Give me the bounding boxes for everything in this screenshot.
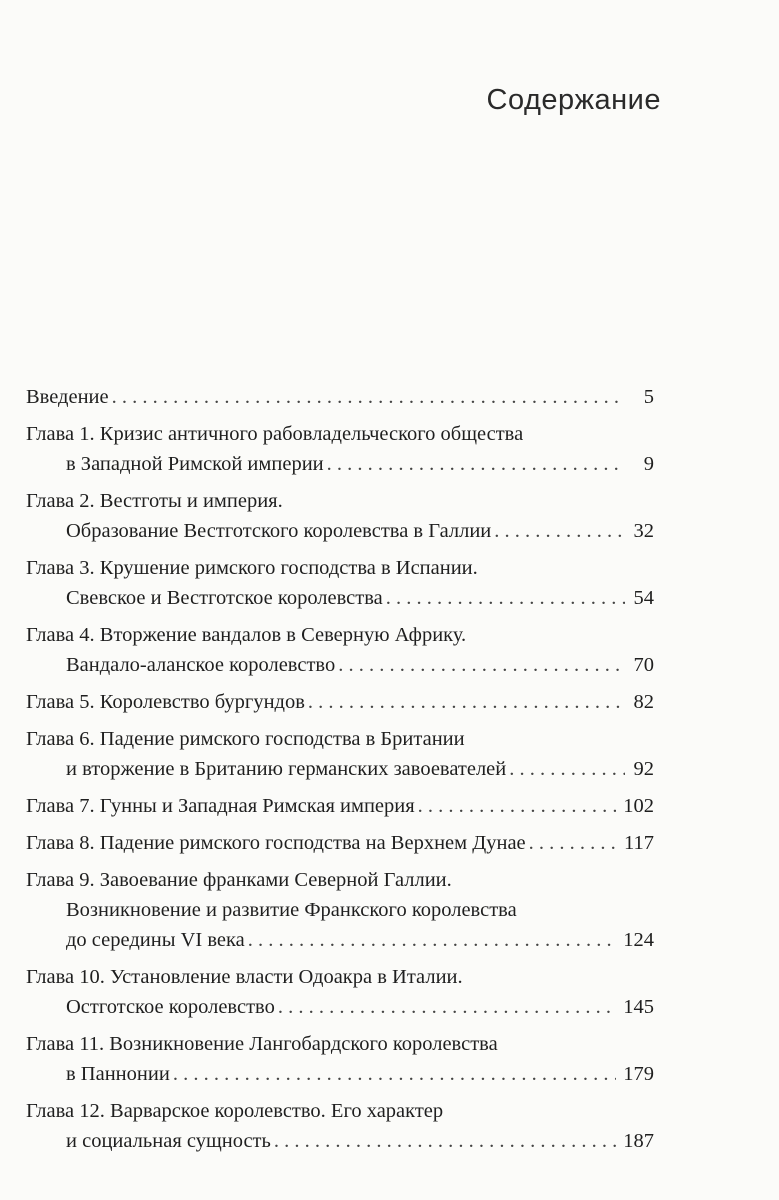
toc-entry-line: Глава 1. Кризис античного рабовладельческого общества — [26, 423, 524, 445]
toc-entry[interactable] — [26, 962, 654, 1022]
dot-leader — [278, 992, 616, 1022]
toc-page-number: 124 — [623, 929, 654, 951]
toc-entry-text: Глава 5. Королевство бургундов — [26, 691, 305, 713]
toc-entry-text: и вторжение в Британию германских завоевателей — [66, 758, 507, 780]
toc-entry[interactable] — [26, 791, 654, 821]
toc-page-number: 187 — [623, 1130, 654, 1152]
toc-entry[interactable] — [26, 419, 654, 479]
toc-entry-text: в Западной Римской империи — [66, 453, 324, 475]
toc-entry-text: в Паннонии — [66, 1063, 170, 1085]
toc-entry-line: Возникновение и развитие Франкского королевства — [66, 899, 517, 921]
toc-entry-text: Свевское и Вестготское королевства — [66, 587, 383, 609]
toc-entry-line — [26, 583, 654, 613]
toc-entry-text: Остготское королевство — [66, 996, 275, 1018]
toc-page-number: 117 — [624, 832, 654, 854]
dot-leader — [338, 650, 625, 680]
toc-entry-line — [26, 791, 654, 821]
dot-leader — [248, 925, 616, 955]
toc-page-number: 179 — [623, 1063, 654, 1085]
toc-page-number: 5 — [643, 386, 654, 408]
toc-page-number: 145 — [623, 996, 654, 1018]
toc-entry[interactable] — [26, 620, 654, 680]
table-of-contents — [26, 382, 654, 1163]
dot-leader — [494, 516, 625, 546]
toc-entry-line: Глава 2. Вестготы и империя. — [26, 490, 283, 512]
toc-entry-line — [26, 1059, 654, 1089]
toc-entry[interactable] — [26, 1096, 654, 1156]
dot-leader — [112, 382, 625, 412]
dot-leader — [274, 1126, 616, 1156]
toc-page-number: 54 — [633, 587, 654, 609]
toc-entry-line — [26, 382, 654, 412]
dot-leader — [308, 687, 625, 717]
toc-entry[interactable] — [26, 486, 654, 546]
dot-leader — [386, 583, 625, 613]
toc-page-number: 70 — [633, 654, 654, 676]
toc-entry-text: Введение — [26, 386, 109, 408]
toc-entry[interactable] — [26, 1029, 654, 1089]
toc-entry-line — [26, 925, 654, 955]
dot-leader — [529, 828, 617, 858]
toc-entry-text: Глава 8. Падение римского господства на Верхнем Дунае — [26, 832, 526, 854]
toc-entry-line: Глава 4. Вторжение вандалов в Северную Африку. — [26, 624, 467, 646]
toc-entry-line — [26, 828, 654, 858]
dot-leader — [173, 1059, 616, 1089]
toc-entry-text: Образование Вестготского королевства в Галлии — [66, 520, 492, 542]
toc-entry-line: Глава 3. Крушение римского господства в Испании. — [26, 557, 478, 579]
toc-entry[interactable] — [26, 865, 654, 955]
toc-page-number: 32 — [633, 520, 654, 542]
toc-entry[interactable] — [26, 828, 654, 858]
toc-entry-line: Глава 6. Падение римского господства в Британии — [26, 728, 465, 750]
toc-entry-line — [26, 516, 654, 546]
toc-entry-text: Глава 7. Гунны и Западная Римская империя — [26, 795, 415, 817]
dot-leader — [509, 754, 625, 784]
toc-entry-text: до середины VI века — [66, 929, 245, 951]
toc-entry-text: Вандало-аланское королевство — [66, 654, 336, 676]
dot-leader — [418, 791, 617, 821]
toc-entry-line: Глава 9. Завоевание франками Северной Галлии. — [26, 869, 452, 891]
toc-entry-line — [26, 687, 654, 717]
toc-entry-line: Глава 11. Возникновение Лангобардского королевства — [26, 1033, 498, 1055]
toc-entry[interactable] — [26, 687, 654, 717]
toc-entry[interactable] — [26, 553, 654, 613]
toc-entry[interactable] — [26, 724, 654, 784]
toc-entry-line — [26, 1126, 654, 1156]
toc-entry-line — [26, 754, 654, 784]
toc-entry-line — [26, 449, 654, 479]
toc-page-number: 102 — [623, 795, 654, 817]
toc-entry-line: Глава 10. Установление власти Одоакра в Италии. — [26, 966, 463, 988]
toc-page-number: 9 — [643, 453, 654, 475]
page-title: Содержание — [486, 84, 661, 116]
toc-page-number: 92 — [633, 758, 654, 780]
toc-page-number: 82 — [633, 691, 654, 713]
toc-entry-line — [26, 992, 654, 1022]
toc-entry-text: и социальная сущность — [66, 1130, 271, 1152]
toc-entry-line — [26, 650, 654, 680]
toc-entry[interactable] — [26, 382, 654, 412]
toc-entry-line: Глава 12. Варварское королевство. Его характер — [26, 1100, 444, 1122]
dot-leader — [327, 449, 625, 479]
